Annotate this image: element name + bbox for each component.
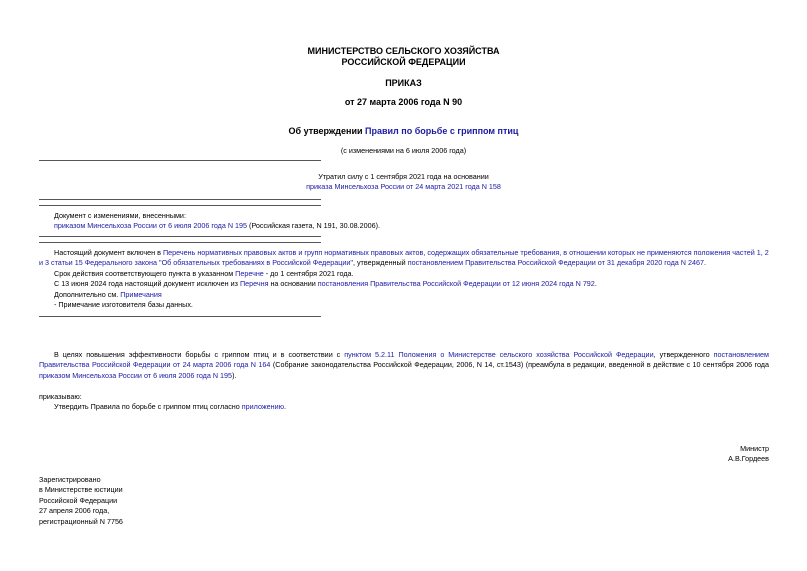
divider xyxy=(39,316,321,317)
changes-tail: (Российская газета, N 191, 30.08.2006). xyxy=(247,221,381,231)
list-link[interactable]: Перечне xyxy=(235,268,264,278)
divider xyxy=(39,205,321,206)
expiry-line: Утратил силу с 1 сентября 2021 года на основании xyxy=(318,172,489,181)
doc-title-link[interactable]: Правил по борьбе с гриппом птиц xyxy=(365,126,519,136)
ministry-name-line2: РОССИЙСКОЙ ФЕДЕРАЦИИ xyxy=(341,57,466,67)
note-paragraph: - Примечание изготовителя базы данных. xyxy=(54,300,193,310)
registration-block: Зарегистрировано в Министерстве юстиции Российской Федерации 27 апреля 2006 года, регистрационный N 7756 xyxy=(39,475,123,526)
note-paragraph: Срок действия соответствующего пункта в указанном Перечне - до 1 сентября 2021 года. xyxy=(54,268,354,278)
notes-link[interactable]: Примечания xyxy=(120,289,162,299)
signature-block xyxy=(728,444,769,465)
changes-link[interactable]: приказом Минсельхоза России от 6 июля 2006 года N 195 xyxy=(54,221,248,231)
expiry-link[interactable]: приказа Минсельхоза России от 24 марта 2021 года N 158 xyxy=(306,182,501,192)
appendix-link[interactable]: приложению xyxy=(241,402,285,411)
preamble-paragraph: В целях повышения эффективности борьбы с гриппом птиц и в соответствии с пунктом 5.2.11 Положения о Министерстве сельского хозяйства Российской Федерации, утвержденного постановлением Правительства Российской Федерации от 24 марта 2006 года N 164 (Собрание законодательства Российской Федерации, 2006, N 14, ст.1543) (преамбула в редакции, введенной в действие с 10 сентября 2006 года приказом Минсельхоза России от 6 июля 2006 года N 195). xyxy=(39,350,769,380)
resolution-792-link[interactable]: постановления Правительства Российской Федерации от 12 июня 2024 года N 792 xyxy=(317,279,595,289)
doc-date-number: от 27 марта 2006 года N 90 xyxy=(344,97,463,107)
note-paragraph: Настоящий документ включен в Перечень нормативных правовых актов и групп нормативных правовых актов, содержащих обязательные требования, в отношении которых не применяются положения частей 1, 2 и 3 статьи 15 Федерального закона "Об обязательных требованиях в Российской Федерации", утвержденный постановлением Правительства Российской Федерации от 31 декабря 2020 года N 2467. xyxy=(39,248,769,268)
divider xyxy=(39,199,321,200)
doc-title-prefix: Об утверждении xyxy=(288,126,366,136)
amendments-note: (с изменениями на 6 июля 2006 года) xyxy=(340,146,467,155)
doc-title xyxy=(0,126,807,137)
divider xyxy=(39,160,321,161)
changes-intro: Документ с изменениями, внесенными: xyxy=(54,211,186,220)
notes-block xyxy=(39,248,769,311)
regulation-clause-link[interactable]: пунктом 5.2.11 Положения о Министерстве сельского хозяйства Российской Федерации xyxy=(344,350,654,359)
order-clause: Утвердить Правила по борьбе с гриппом птиц согласно приложению. xyxy=(54,402,287,411)
order-195-link[interactable]: приказом Минсельхоза России от 6 июля 2006 года N 195 xyxy=(39,370,233,380)
note-paragraph: С 13 июня 2024 года настоящий документ исключен из Перечня на основании постановления Правительства Российской Федерации от 12 июня 2024 года N 792. xyxy=(54,279,597,289)
signature-name: А.В.Гордеев xyxy=(728,454,769,464)
divider xyxy=(39,242,321,243)
note-paragraph: Дополнительно см. Примечания xyxy=(54,289,162,299)
changes-block xyxy=(39,211,769,232)
resolution-2467-link[interactable]: постановлением Правительства Российской Федерации от 31 декабря 2020 года N 2467 xyxy=(407,258,704,268)
order-word: приказываю: xyxy=(39,392,82,401)
resolution-164-link[interactable]: постановлением Правительства Российской Федерации от 24 марта 2006 года N 164 xyxy=(39,350,769,370)
divider xyxy=(39,236,321,237)
list-link[interactable]: Перечня xyxy=(239,279,269,289)
signature-position: Министр xyxy=(740,444,769,453)
ministry-name-line1: МИНИСТЕРСТВО СЕЛЬСКОГО ХОЗЯЙСТВА xyxy=(307,46,500,56)
expiry-note xyxy=(0,172,807,193)
doc-type: ПРИКАЗ xyxy=(385,78,422,88)
list-link[interactable]: Перечень нормативных правовых актов и групп нормативных правовых актов, содержащих обязательные требования, в отношении которых не применяются положения частей 1, 2 и 3 статьи 15 Федерального закона "Об обязательных требованиях в Российской Федерации" xyxy=(39,248,769,268)
